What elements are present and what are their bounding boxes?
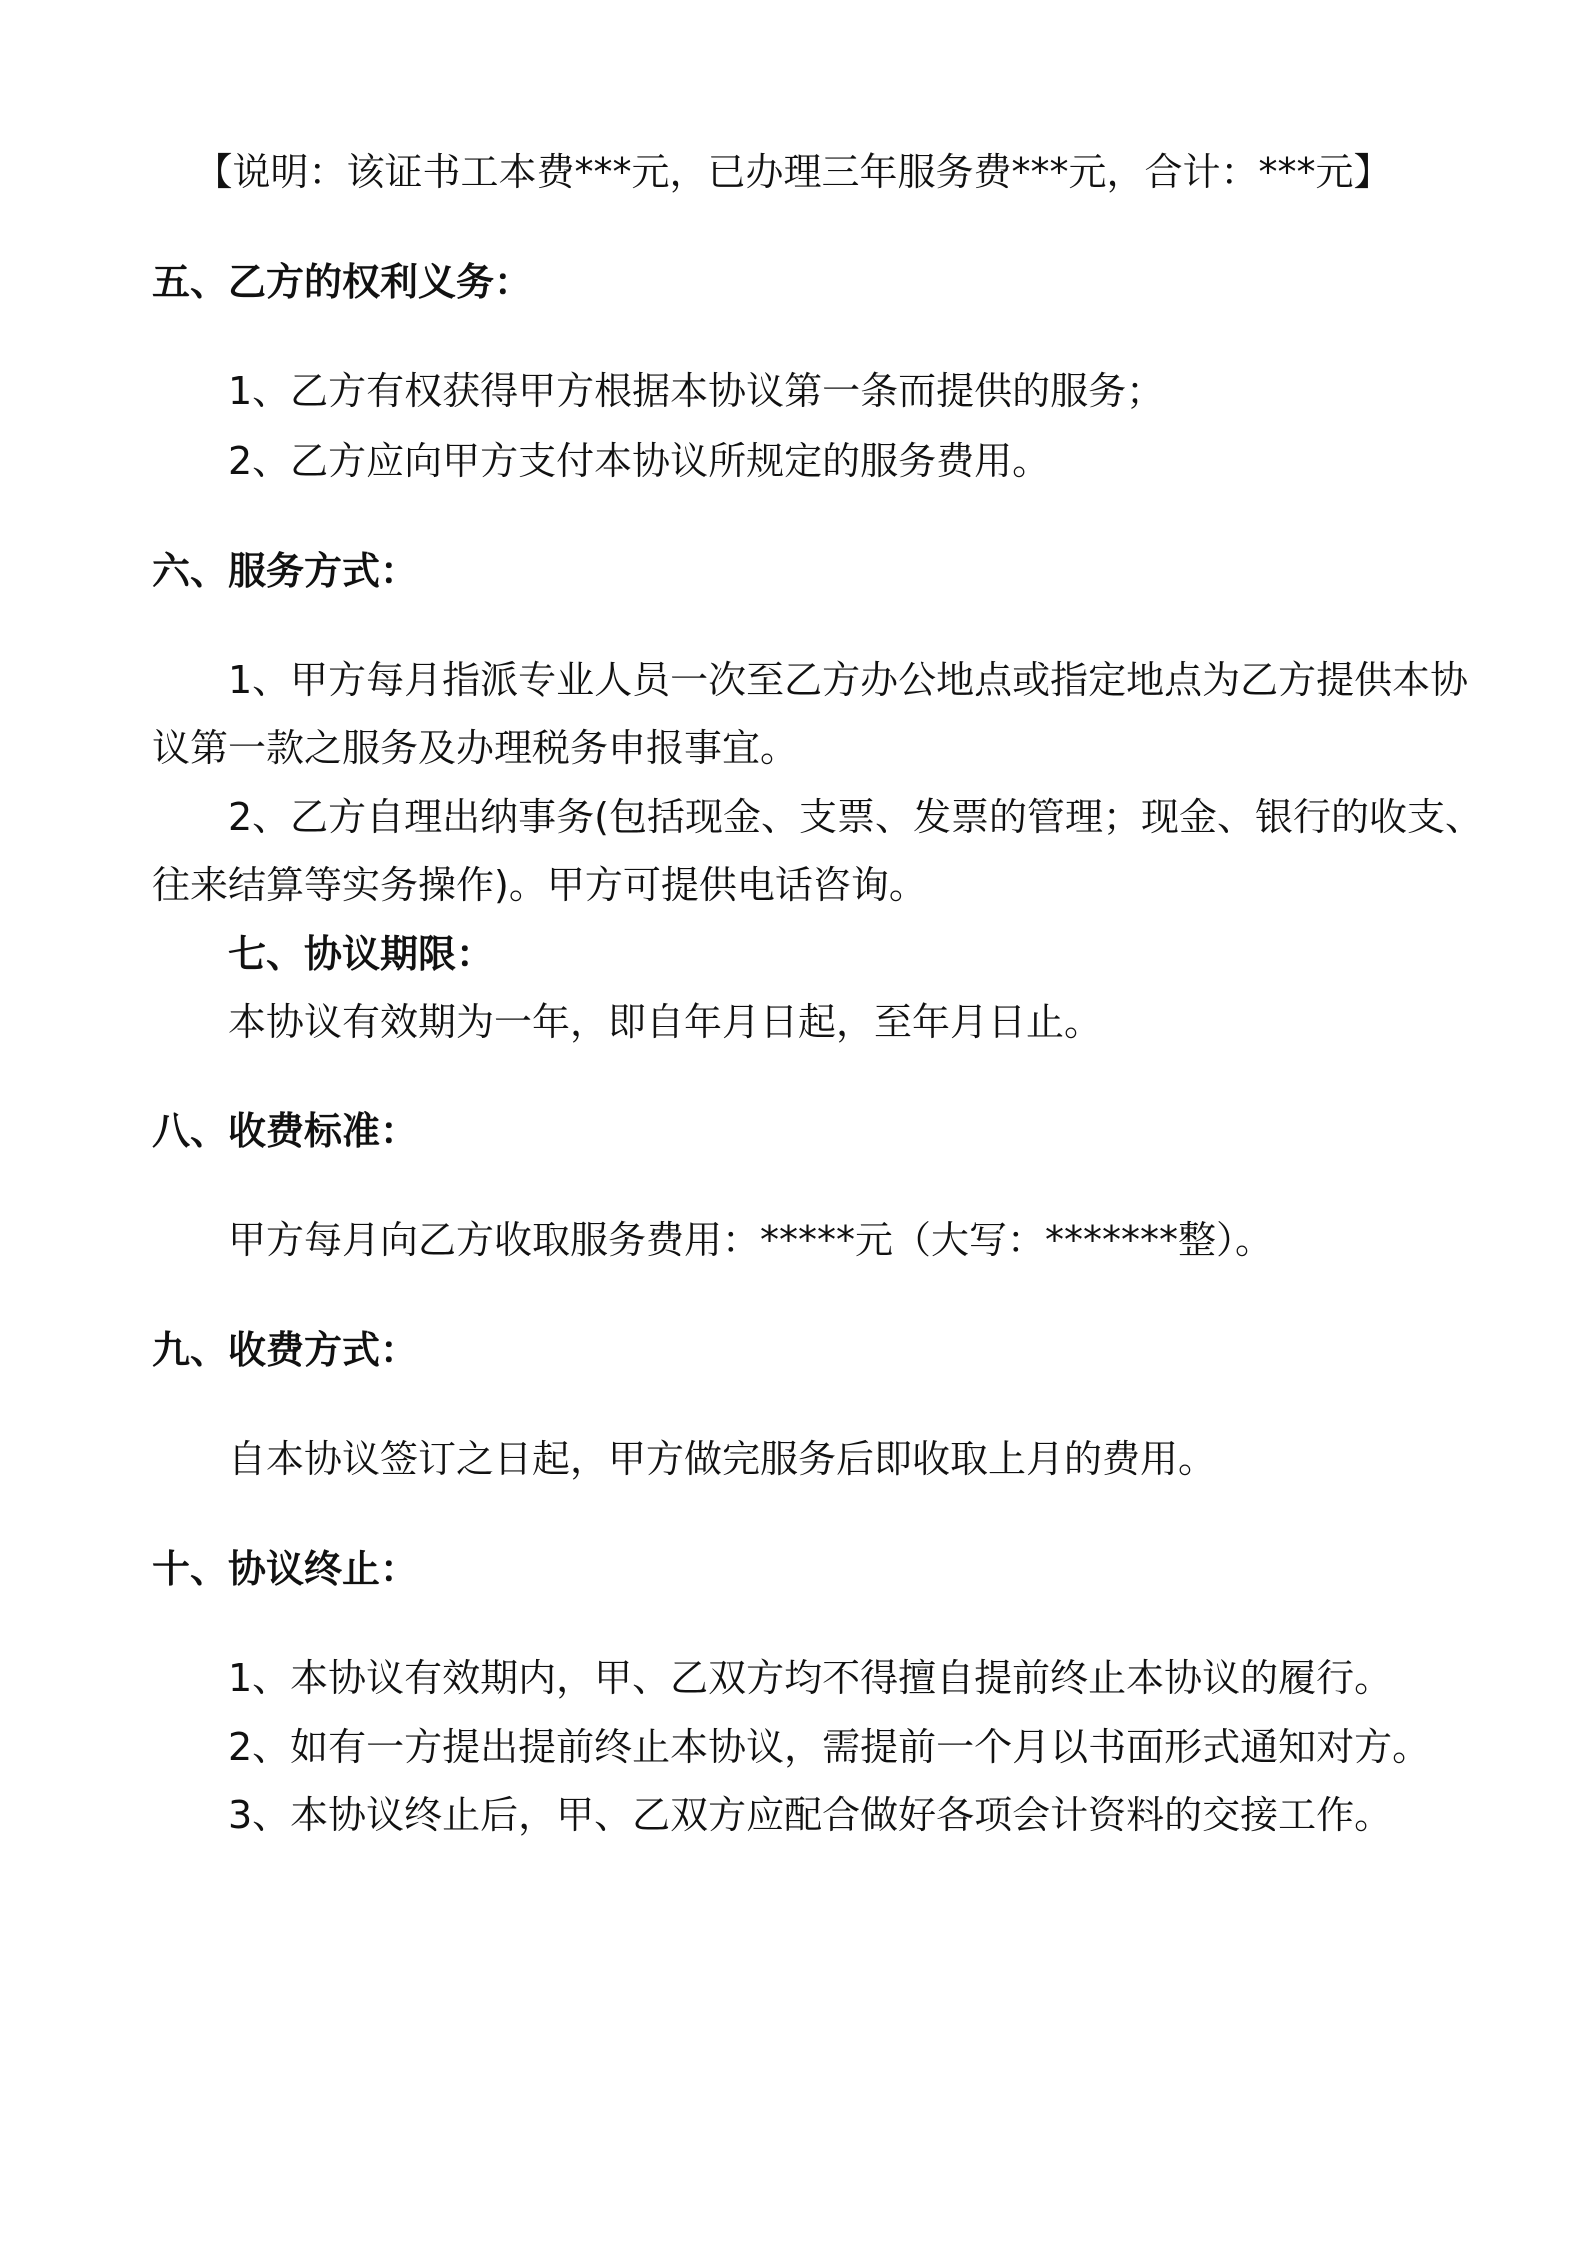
section-6-item-1-line-2: 议第一款之服务及办理税务申报事宜。 bbox=[152, 726, 799, 770]
section-heading-10: 十、协议终止： bbox=[152, 1547, 419, 1591]
section-6-item-2-line-2: 往来结算等实务操作)。甲方可提供电话咨询。 bbox=[152, 863, 927, 907]
section-6-item-2-line-1: 2、乙方自理出纳事务(包括现金、支票、发票的管理；现金、银行的收支、 bbox=[228, 795, 1484, 839]
section-heading-8: 八、收费标准： bbox=[152, 1109, 419, 1153]
section-10-item-2: 2、如有一方提出提前终止本协议，需提前一个月以书面形式通知对方。 bbox=[228, 1725, 1431, 1769]
section-9-item-1: 自本协议签订之日起，甲方做完服务后即收取上月的费用。 bbox=[228, 1437, 1217, 1481]
section-6-item-1-line-1: 1、甲方每月指派专业人员一次至乙方办公地点或指定地点为乙方提供本协 bbox=[228, 658, 1469, 702]
fee-note: 【说明：该证书工本费***元，已办理三年服务费***元，合计：***元】 bbox=[194, 150, 1392, 194]
section-heading-6: 六、服务方式： bbox=[152, 549, 419, 593]
section-7-item-1: 本协议有效期为一年，即自年月日起，至年月日止。 bbox=[228, 1000, 1103, 1044]
section-5-item-2: 2、乙方应向甲方支付本协议所规定的服务费用。 bbox=[228, 439, 1051, 483]
section-5-item-1: 1、乙方有权获得甲方根据本协议第一条而提供的服务； bbox=[228, 369, 1165, 413]
section-heading-7: 七、协议期限： bbox=[228, 932, 495, 976]
section-10-item-3: 3、本协议终止后，甲、乙双方应配合做好各项会计资料的交接工作。 bbox=[228, 1793, 1393, 1837]
section-8-item-1: 甲方每月向乙方收取服务费用：*****元（大写：*******整）。 bbox=[228, 1218, 1274, 1262]
section-heading-5: 五、乙方的权利义务： bbox=[152, 260, 533, 304]
section-heading-9: 九、收费方式： bbox=[152, 1328, 419, 1372]
section-10-item-1: 1、本协议有效期内，甲、乙双方均不得擅自提前终止本协议的履行。 bbox=[228, 1656, 1393, 1700]
